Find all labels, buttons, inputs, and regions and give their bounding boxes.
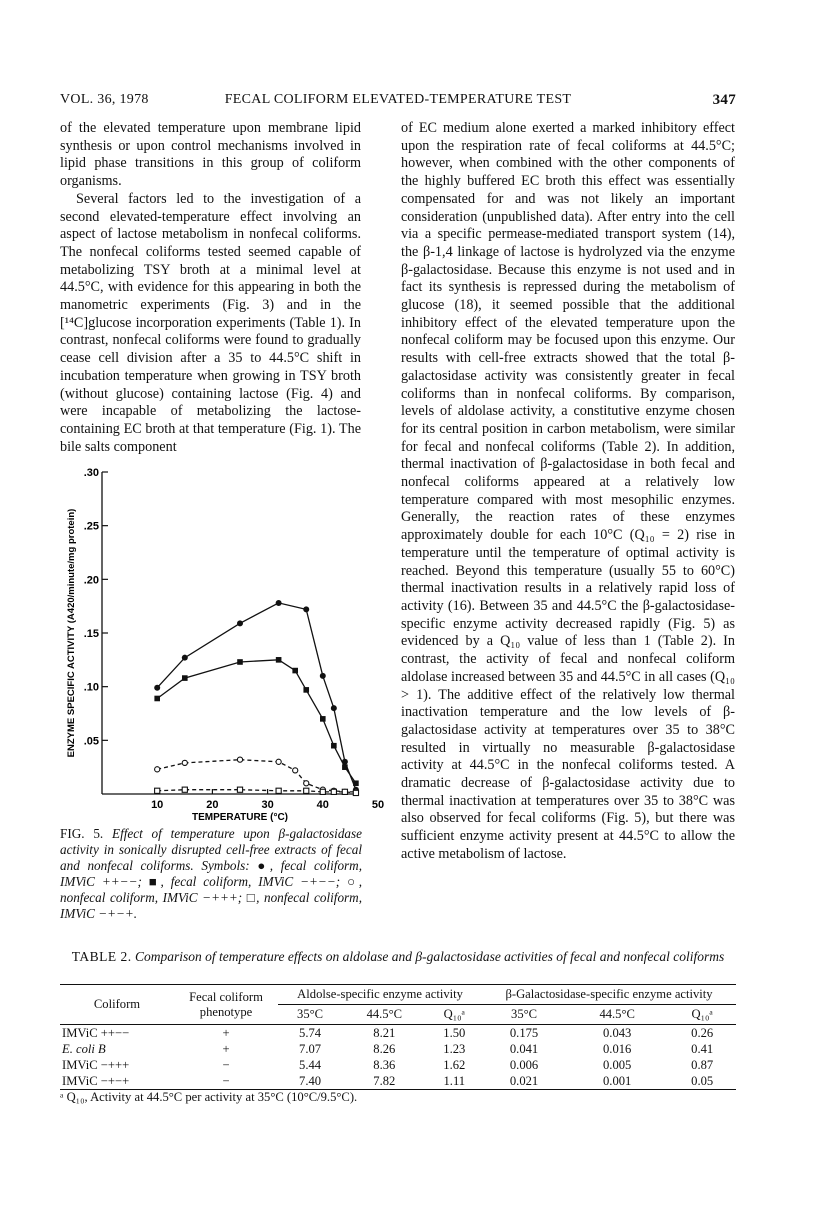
cell-coliform: IMViC −+−+ [60,1073,174,1090]
cell-phenotype: − [174,1073,278,1090]
right-paragraph-1: of EC medium alone exerted a marked inhibitory effect upon the respiration rate of fecal coliforms at 44.5°C; however, when combined with the other components of the highly buffered EC broth this effect was essentially compensated for and was not likely an important consideration (unpublished data). After entry into the cell via a specific permease-mediated transport system (14), the β-1,4 linkage of lactose is hydrolyzed via the enzyme β-galactosidase. Because this enzyme is not used and in fact its synthesis is repressed during the metabolism of glucose (18), it seemed possible that the additional inhibitory effect of the elevated temperature upon the nonfecal coliform may be focused upon this enzyme. Our results with cell-free extracts showed that the total β-galactosidase activity was consistently greater in fecal coliforms than in nonfecal coliforms. By comparison, levels of aldolase activity, a constitutive enzyme chosen for its central position in carbon metabolism, were similar for fecal and nonfecal coliforms (Table 2). In addition, thermal inactivation of β-galactosidase in both fecal and nonfecal coliforms appeared at a relatively low temperature compared with most mesophilic enzymes. Generally, the reaction rates of these enzymes approximately double for each 10°C (Q₁₀ = 2) rise in temperature until the temperature of optimal activity is reached. Beyond this temperature (usually 55 to 60°C) thermal inactivation results in a relatively rapid loss of activity (16). Between 35 and 44.5°C the β-galactosidase-specific enzyme activity decreased rapidly (Fig. 5) as evidenced by a Q₁₀ value of less than 1 (Table 2). In contrast, the activity of fecal and nonfecal coliform aldolase increased between 35 and 44.5°C in all cases (Q₁₀ > 1). The additive effect of the relatively low thermal inactivation temperature and the low levels of β-galactosidase activity at temperatures over 35 to 38°C resulted in virtually no measurable β-galactosidase activity at 44.5°C in the nonfecal coliforms tested. A dramatic decrease of β-galactosidase activity due to thermal inactivation at temperatures over 35 to 38°C was also observed for fecal coliforms (Fig. 5), but there was sufficient enzyme activity present at 44.5°C to allow the active metabolism of lactose. [401,120,735,862]
cell-value: 0.006 [509,1057,539,1072]
subheader-ald-q10: Q₁₀ᵃ [426,1005,482,1025]
data-point [237,757,242,762]
cell-value: 7.40 [278,1073,342,1090]
cell-value: 0.001 [566,1073,668,1090]
cell-value: 1.23 [443,1041,466,1056]
data-point [237,659,243,665]
data-point [304,781,309,786]
data-point [331,743,337,749]
data-point [320,716,326,722]
table-footnote: ᵃ Q₁₀, Activity at 44.5°C per activity at 35°C (10°C/9.5°C). [60,1090,358,1104]
subheader-ald-35: 35°C [278,1005,342,1025]
cell-value: 0.021 [482,1073,566,1090]
table-row [60,1057,736,1073]
cell-coliform: E. coli B [62,1041,106,1056]
subheader-gal-35: 35°C [482,1005,566,1025]
subheader-gal-q10: Q₁₀ᵃ [668,1005,736,1025]
cell-value: 0.26 [691,1025,714,1040]
cell-value: 7.07 [299,1041,322,1056]
data-point [293,768,298,773]
running-header [60,92,736,112]
table-2 [60,984,736,1090]
data-point [276,759,281,764]
data-point [155,788,160,793]
table-title [60,948,736,965]
header-coliform: Coliform [60,985,174,1025]
subheader-ald-44: 44.5°C [342,1005,426,1025]
data-point [353,790,358,795]
volume-label: VOL. 36, 1978 [60,92,149,107]
cell-value: 0.175 [509,1025,539,1040]
data-point [182,787,187,792]
data-point [154,696,160,702]
data-point [182,655,188,661]
y-tick-label: .10 [83,681,99,694]
cell-phenotype: + [222,1025,230,1040]
running-title: FECAL COLIFORM ELEVATED-TEMPERATURE TEST [224,92,572,107]
y-tick-label: .30 [83,467,99,479]
data-point [276,788,281,793]
cell-value: 7.82 [342,1073,426,1090]
cell-value: 0.005 [603,1057,632,1072]
subheader-gal-44: 44.5°C [566,1005,668,1025]
data-point [320,673,326,679]
cell-value: 0.05 [668,1073,736,1090]
page-number: 347 [712,92,736,108]
x-tick-label: 30 [261,799,274,811]
header-aldolase: Aldolse-specific enzyme activity [278,985,482,1005]
y-tick-label: .05 [83,735,99,748]
cell-value: 1.11 [426,1073,482,1090]
chart-svg [60,460,390,830]
x-tick-label: 40 [316,799,329,811]
figure-caption [60,826,362,922]
data-point [320,789,325,794]
data-point [303,606,309,612]
data-point [276,600,282,606]
data-point [182,760,187,765]
header-galactosidase: β-Galactosidase-specific enzyme activity [482,985,736,1005]
data-point [276,657,282,663]
data-point [292,668,298,674]
cell-value: 0.016 [603,1041,632,1056]
cell-value: 0.041 [509,1041,539,1056]
figure-caption-text: Effect of temperature upon β-galactosidase activity in sonically disrupted cell-free extracts of fecal and nonfecal coliforms. Symbols: ●, fecal coliform, IMViC ++−−; ■, fecal coliform, IMViC −+−−; ○, nonfecal coliform, IMViC −+++; □, nonfecal coliform, IMViC −+−+. [60,826,363,921]
cell-value: 8.26 [373,1041,396,1056]
cell-value: 5.74 [299,1025,322,1040]
x-tick-label: 10 [151,799,164,811]
data-point [182,675,188,681]
data-point [154,685,160,691]
left-paragraph-1: of the elevated temperature upon membrane lipid synthesis or upon control mechanisms involved in lipid phase transitions in this group of coliform organisms. [60,120,361,190]
figure-5-chart [60,460,390,830]
table-title-text: Comparison of temperature effects on aldolase and β-galactosidase activities of fecal and nonfecal coliforms [131,949,725,964]
y-axis-label: ENZYME SPECIFIC ACTIVITY (A420/minute/mg protein) [66,508,77,758]
x-tick-label: 50 [371,799,385,811]
cell-phenotype: + [222,1041,230,1056]
table-title-lead: TABLE 2. [71,949,132,964]
cell-value: 1.50 [443,1025,466,1040]
y-tick-label: .15 [83,628,99,640]
cell-coliform: IMViC −+++ [62,1057,130,1072]
x-tick-label: 20 [206,799,219,811]
header-phenotype: Fecal coliform phenotype [174,985,278,1025]
data-point [331,789,336,794]
data-point [342,764,348,770]
data-point [304,788,309,793]
data-point [353,780,359,786]
left-paragraph-2: Several factors led to the investigation of a second elevated-temperature effect involving an aspect of lactose metabolism in nonfecal coliforms. The nonfecal coliforms tested seemed capable of metabolizing TSY broth at a minimal level at 44.5°C, with evidence for this appearing in both the manometric experiments (Fig. 3) and in the [¹⁴C]glucose incorporation experiments (Table 1). In contrast, nonfecal coliforms were found to gradually cease cell division after a 35 to 44.5°C shift in incubation temperature when growing in TSY broth (without glucose) containing lactose (Fig. 4) and were incapable of metabolizing the lactose-containing EC broth at that temperature (Fig. 1). The bile salts component [60,190,361,455]
cell-value: 8.21 [373,1025,396,1040]
data-point [342,789,347,794]
cell-coliform: IMViC ++−− [62,1025,130,1040]
y-tick-label: .20 [83,574,99,587]
y-tick-label: .25 [83,520,99,533]
cell-value: 0.41 [691,1041,714,1056]
cell-value: 0.043 [603,1025,632,1040]
cell-value: 8.36 [373,1057,396,1072]
right-column [401,120,735,864]
data-point [303,687,309,693]
data-point [237,620,243,626]
cell-value: 0.87 [691,1057,714,1072]
data-point [155,767,160,772]
data-point [237,787,242,792]
table-row [60,1025,736,1042]
x-axis-label: TEMPERATURE (°C) [191,812,289,823]
table-row [60,1073,736,1090]
figure-caption-lead: FIG. 5. [60,826,104,841]
cell-value: 1.62 [443,1057,466,1072]
data-point [331,705,337,711]
cell-value: 5.44 [299,1057,322,1072]
cell-phenotype: − [222,1057,230,1072]
left-column [60,120,361,456]
table-row [60,1041,736,1057]
